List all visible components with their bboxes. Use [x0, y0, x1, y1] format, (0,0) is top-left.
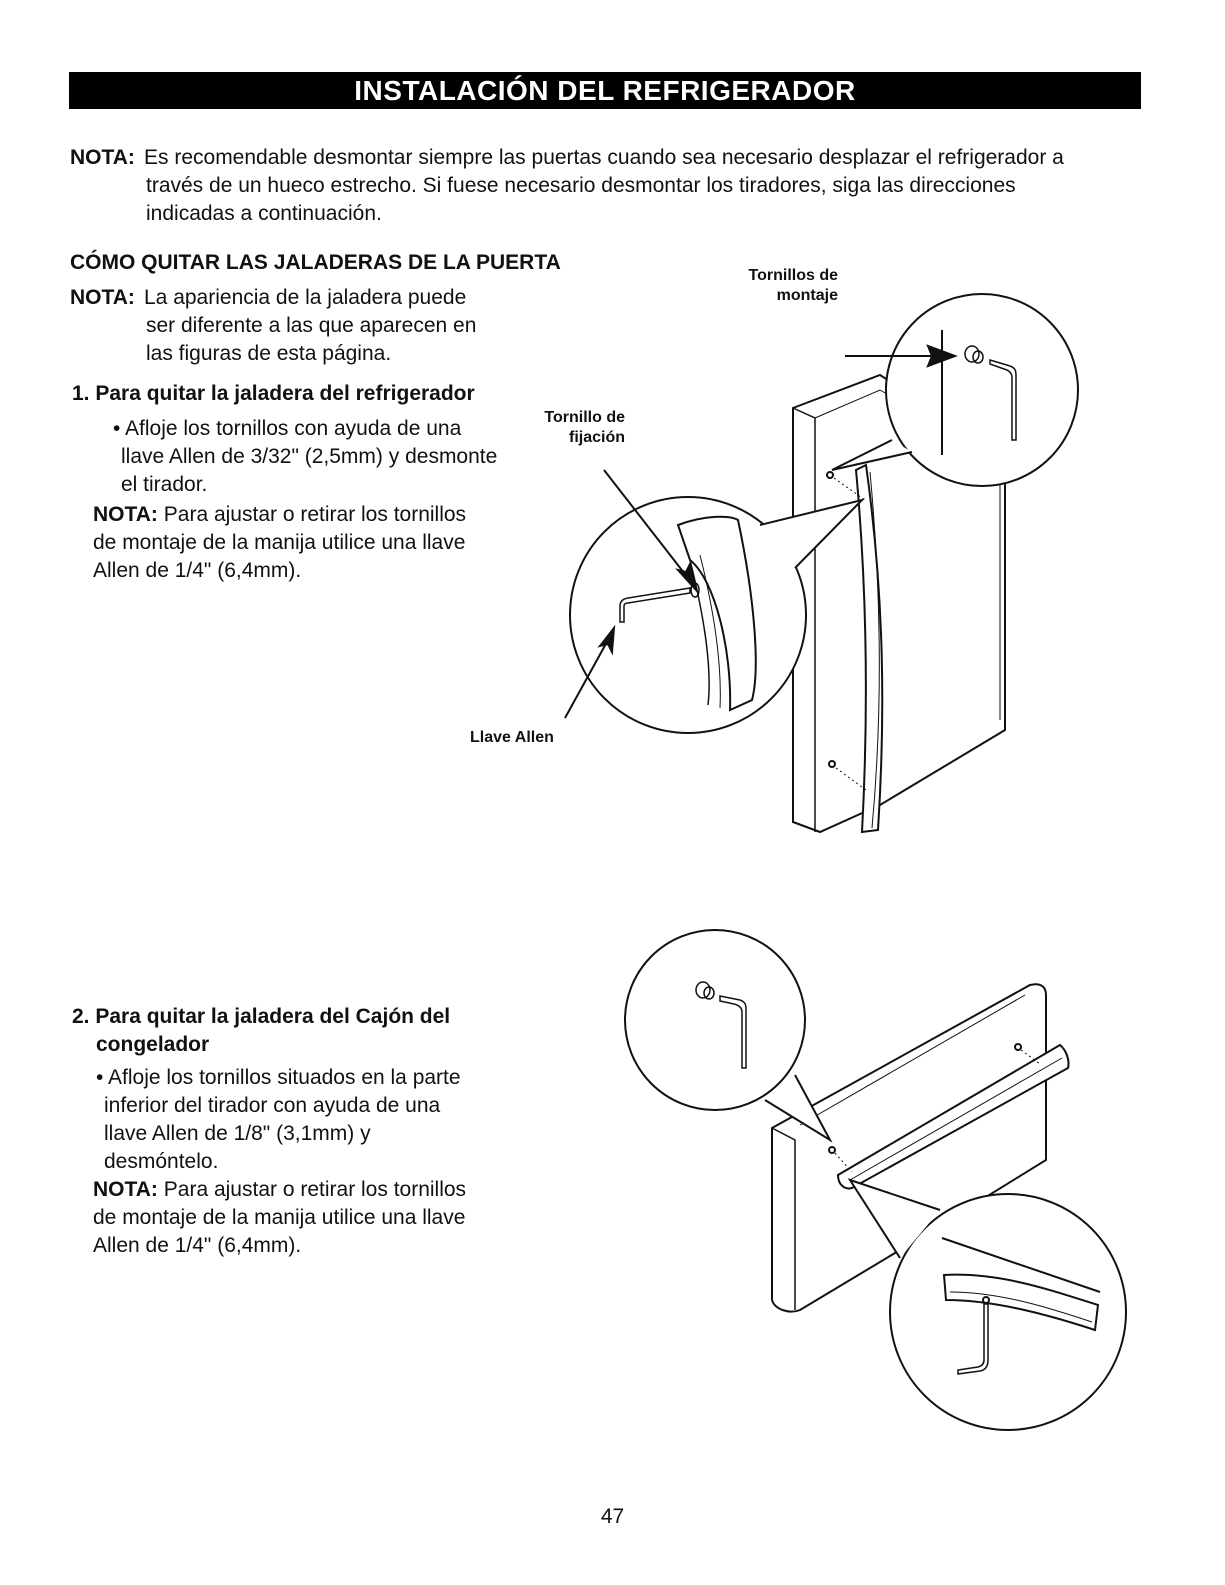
- appearance-note-line: ser diferente a las que aparecen en: [146, 314, 477, 337]
- appearance-note-line: La apariencia de la jaladera puede: [144, 286, 467, 309]
- step2-bullet-line: • Afloje los tornillos situados en la parte: [96, 1066, 461, 1089]
- step1-note-line: Allen de 1/4" (6,4mm).: [93, 559, 302, 582]
- step2-title-line: congelador: [96, 1033, 210, 1056]
- step2-note-line: Allen de 1/4" (6,4mm).: [93, 1234, 302, 1257]
- step2-bullet-line: inferior del tirador con ayuda de una: [104, 1094, 441, 1117]
- step2-note-label: NOTA:: [93, 1178, 158, 1201]
- zoom-circle-mounting: [886, 294, 1078, 486]
- step1-note-label: NOTA:: [93, 503, 158, 526]
- step2-title-line: 2. Para quitar la jaladera del Cajón del: [72, 1005, 451, 1028]
- step2-note-line: Para ajustar o retirar los tornillos: [157, 1178, 467, 1201]
- intro-note-line: través de un hueco estrecho. Si fuese necesario desmontar los tiradores, siga las direcciones: [146, 174, 1016, 197]
- callout-fixing-line: fijación: [568, 429, 625, 446]
- callout-mounting-line: montaje: [776, 287, 838, 304]
- step1-bullet-line: • Afloje los tornillos con ayuda de una: [113, 417, 462, 440]
- appearance-note-label: NOTA:: [70, 286, 135, 309]
- step1-note-line: Para ajustar o retirar los tornillos: [157, 503, 467, 526]
- callout-allen-key: Llave Allen: [470, 729, 554, 746]
- step2-note-line: de montaje de la manija utilice una llave: [93, 1206, 466, 1229]
- zoom-circle-drawer-top: [625, 930, 805, 1110]
- step1-bullet-line: llave Allen de 3/32" (2,5mm) y desmonte: [121, 445, 498, 468]
- section-title: CÓMO QUITAR LAS JALADERAS DE LA PUERTA: [70, 251, 561, 274]
- intro-note-line: indicadas a continuación.: [146, 202, 382, 225]
- page-number: 47: [600, 1505, 625, 1528]
- appearance-note-line: las figuras de esta página.: [146, 342, 392, 365]
- step1-note-line: de montaje de la manija utilice una llave: [93, 531, 466, 554]
- step2-bullet-line: desmóntelo.: [104, 1150, 219, 1173]
- step2-bullet-line: llave Allen de 1/8" (3,1mm) y: [104, 1122, 371, 1145]
- step1-title: 1. Para quitar la jaladera del refrigerador: [72, 382, 475, 405]
- page-banner: INSTALACIÓN DEL REFRIGERADOR: [69, 72, 1141, 109]
- step1-bullet-line: el tirador.: [121, 473, 208, 496]
- callout-fixing-line: Tornillo de: [544, 409, 625, 426]
- callout-mounting-line: Tornillos de: [748, 267, 838, 284]
- intro-note-line: Es recomendable desmontar siempre las puertas cuando sea necesario desplazar el refrigerador a: [144, 146, 1064, 169]
- intro-note-label: NOTA:: [70, 146, 135, 169]
- figure-drawer-handle: [625, 930, 1126, 1430]
